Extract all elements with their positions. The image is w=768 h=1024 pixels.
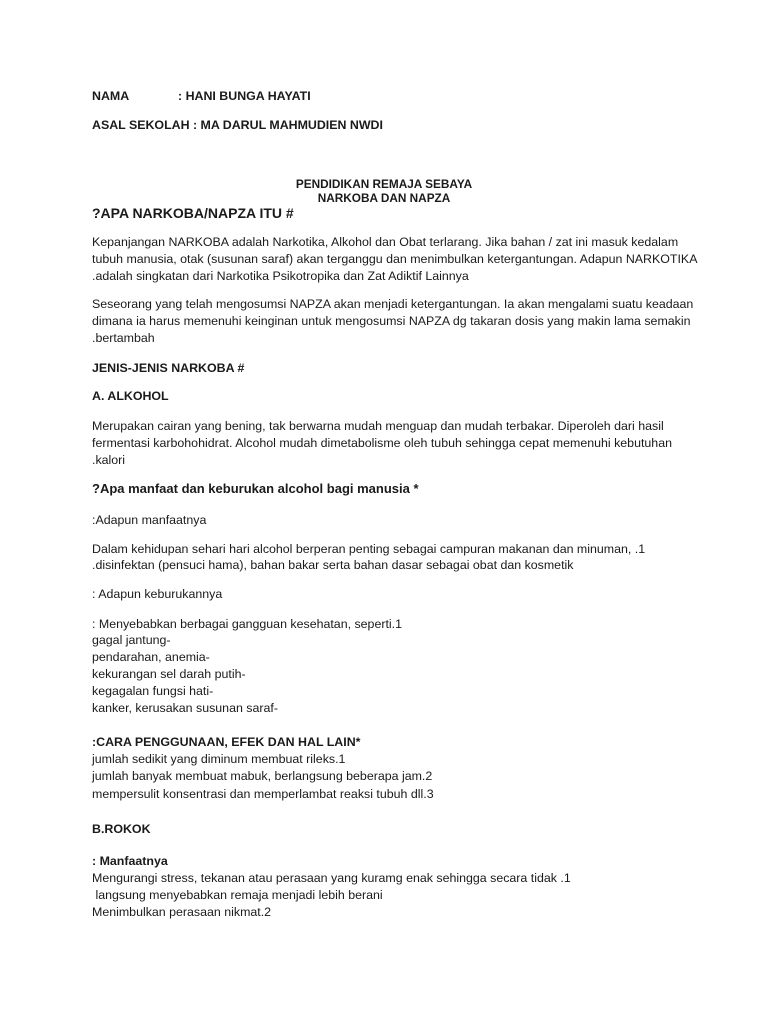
heading-jenis: JENIS-JENIS NARKOBA # [92, 361, 245, 375]
text-line: fermentasi karbohohidrat. Alcohol mudah dimetabolisme oleh tubuh sehingga cepat memenuhi kebutuhan [92, 436, 672, 450]
text-line: .disinfektan (pensuci hama), bahan bakar serta bahan dasar sebagai obat dan kosmetik [92, 558, 574, 572]
list-item: langsung menyebabkan remaja menjadi lebih berani [92, 888, 383, 902]
list-item: gagal jantung- [92, 633, 171, 647]
list-item: kanker, kerusakan susunan saraf- [92, 701, 278, 715]
title-line-1: PENDIDIKAN REMAJA SEBAYA [295, 177, 473, 191]
manfaat-label: :Adapun manfaatnya [92, 513, 207, 527]
title-line-2: NARKOBA DAN NAPZA [317, 191, 451, 205]
nama-label: NAMA [92, 89, 130, 103]
text-line: .kalori [92, 453, 126, 467]
list-item: pendarahan, anemia- [92, 650, 210, 664]
question-manfaat: ?Apa manfaat dan keburukan alcohol bagi manusia * [92, 481, 419, 496]
list-item: : Menyebabkan berbagai gangguan kesehatan, seperti.1 [92, 617, 402, 631]
nama-value: : HANI BUNGA HAYATI [178, 89, 311, 103]
list-item: kekurangan sel darah putih- [92, 667, 246, 681]
subheading-rokok: B.ROKOK [92, 822, 151, 836]
list-item: Mengurangi stress, tekanan atau perasaan yang kuramg enak sehingga secara tidak .1 [92, 871, 571, 885]
list-item: jumlah sedikit yang diminum membuat rileks.1 [92, 752, 346, 766]
text-line: tubuh manusia, otak (susunan saraf) akan terganggu dan menimbulkan ketergantungan. Adapun NARKOTIKA [92, 252, 698, 266]
subheading-alkohol: A. ALKOHOL [92, 389, 169, 403]
list-item: jumlah banyak membuat mabuk, berlangsung beberapa jam.2 [92, 769, 433, 783]
list-item: Menimbulkan perasaan nikmat.2 [92, 905, 272, 919]
text-line: Merupakan cairan yang bening, tak berwarna mudah menguap dan mudah terbakar. Diperoleh dari hasil [92, 419, 664, 433]
text-line: .bertambah [92, 331, 155, 345]
text-line: Kepanjangan NARKOBA adalah Narkotika, Alkohol dan Obat terlarang. Jika bahan / zat ini masuk kedalam [92, 235, 679, 249]
text-line: Dalam kehidupan sehari hari alcohol berperan penting sebagai campuran makanan dan minuman, .1 [92, 542, 646, 556]
text-line: Seseorang yang telah mengosumsi NAPZA akan menjadi ketergantungan. Ia akan mengalami suatu keadaan [92, 297, 694, 311]
heading-apa: ?APA NARKOBA/NAPZA ITU # [92, 205, 294, 221]
keburukan-label: : Adapun keburukannya [92, 587, 223, 601]
list-item: mempersulit konsentrasi dan memperlambat reaksi tubuh dll.3 [92, 787, 434, 801]
text-line: .adalah singkatan dari Narkotika Psikotropika dan Zat Adiktif Lainnya [92, 269, 469, 283]
sekolah-line: ASAL SEKOLAH : MA DARUL MAHMUDIEN NWDI [92, 118, 383, 132]
list-item: kegagalan fungsi hati- [92, 684, 214, 698]
rokok-manfaat-label: : Manfaatnya [92, 854, 168, 868]
text-line: dimana ia harus memenuhi keinginan untuk mengosumsi NAPZA dg takaran dosis yang makin lama semakin [92, 314, 691, 328]
heading-cara: :CARA PENGGUNAAN, EFEK DAN HAL LAIN* [92, 735, 361, 749]
